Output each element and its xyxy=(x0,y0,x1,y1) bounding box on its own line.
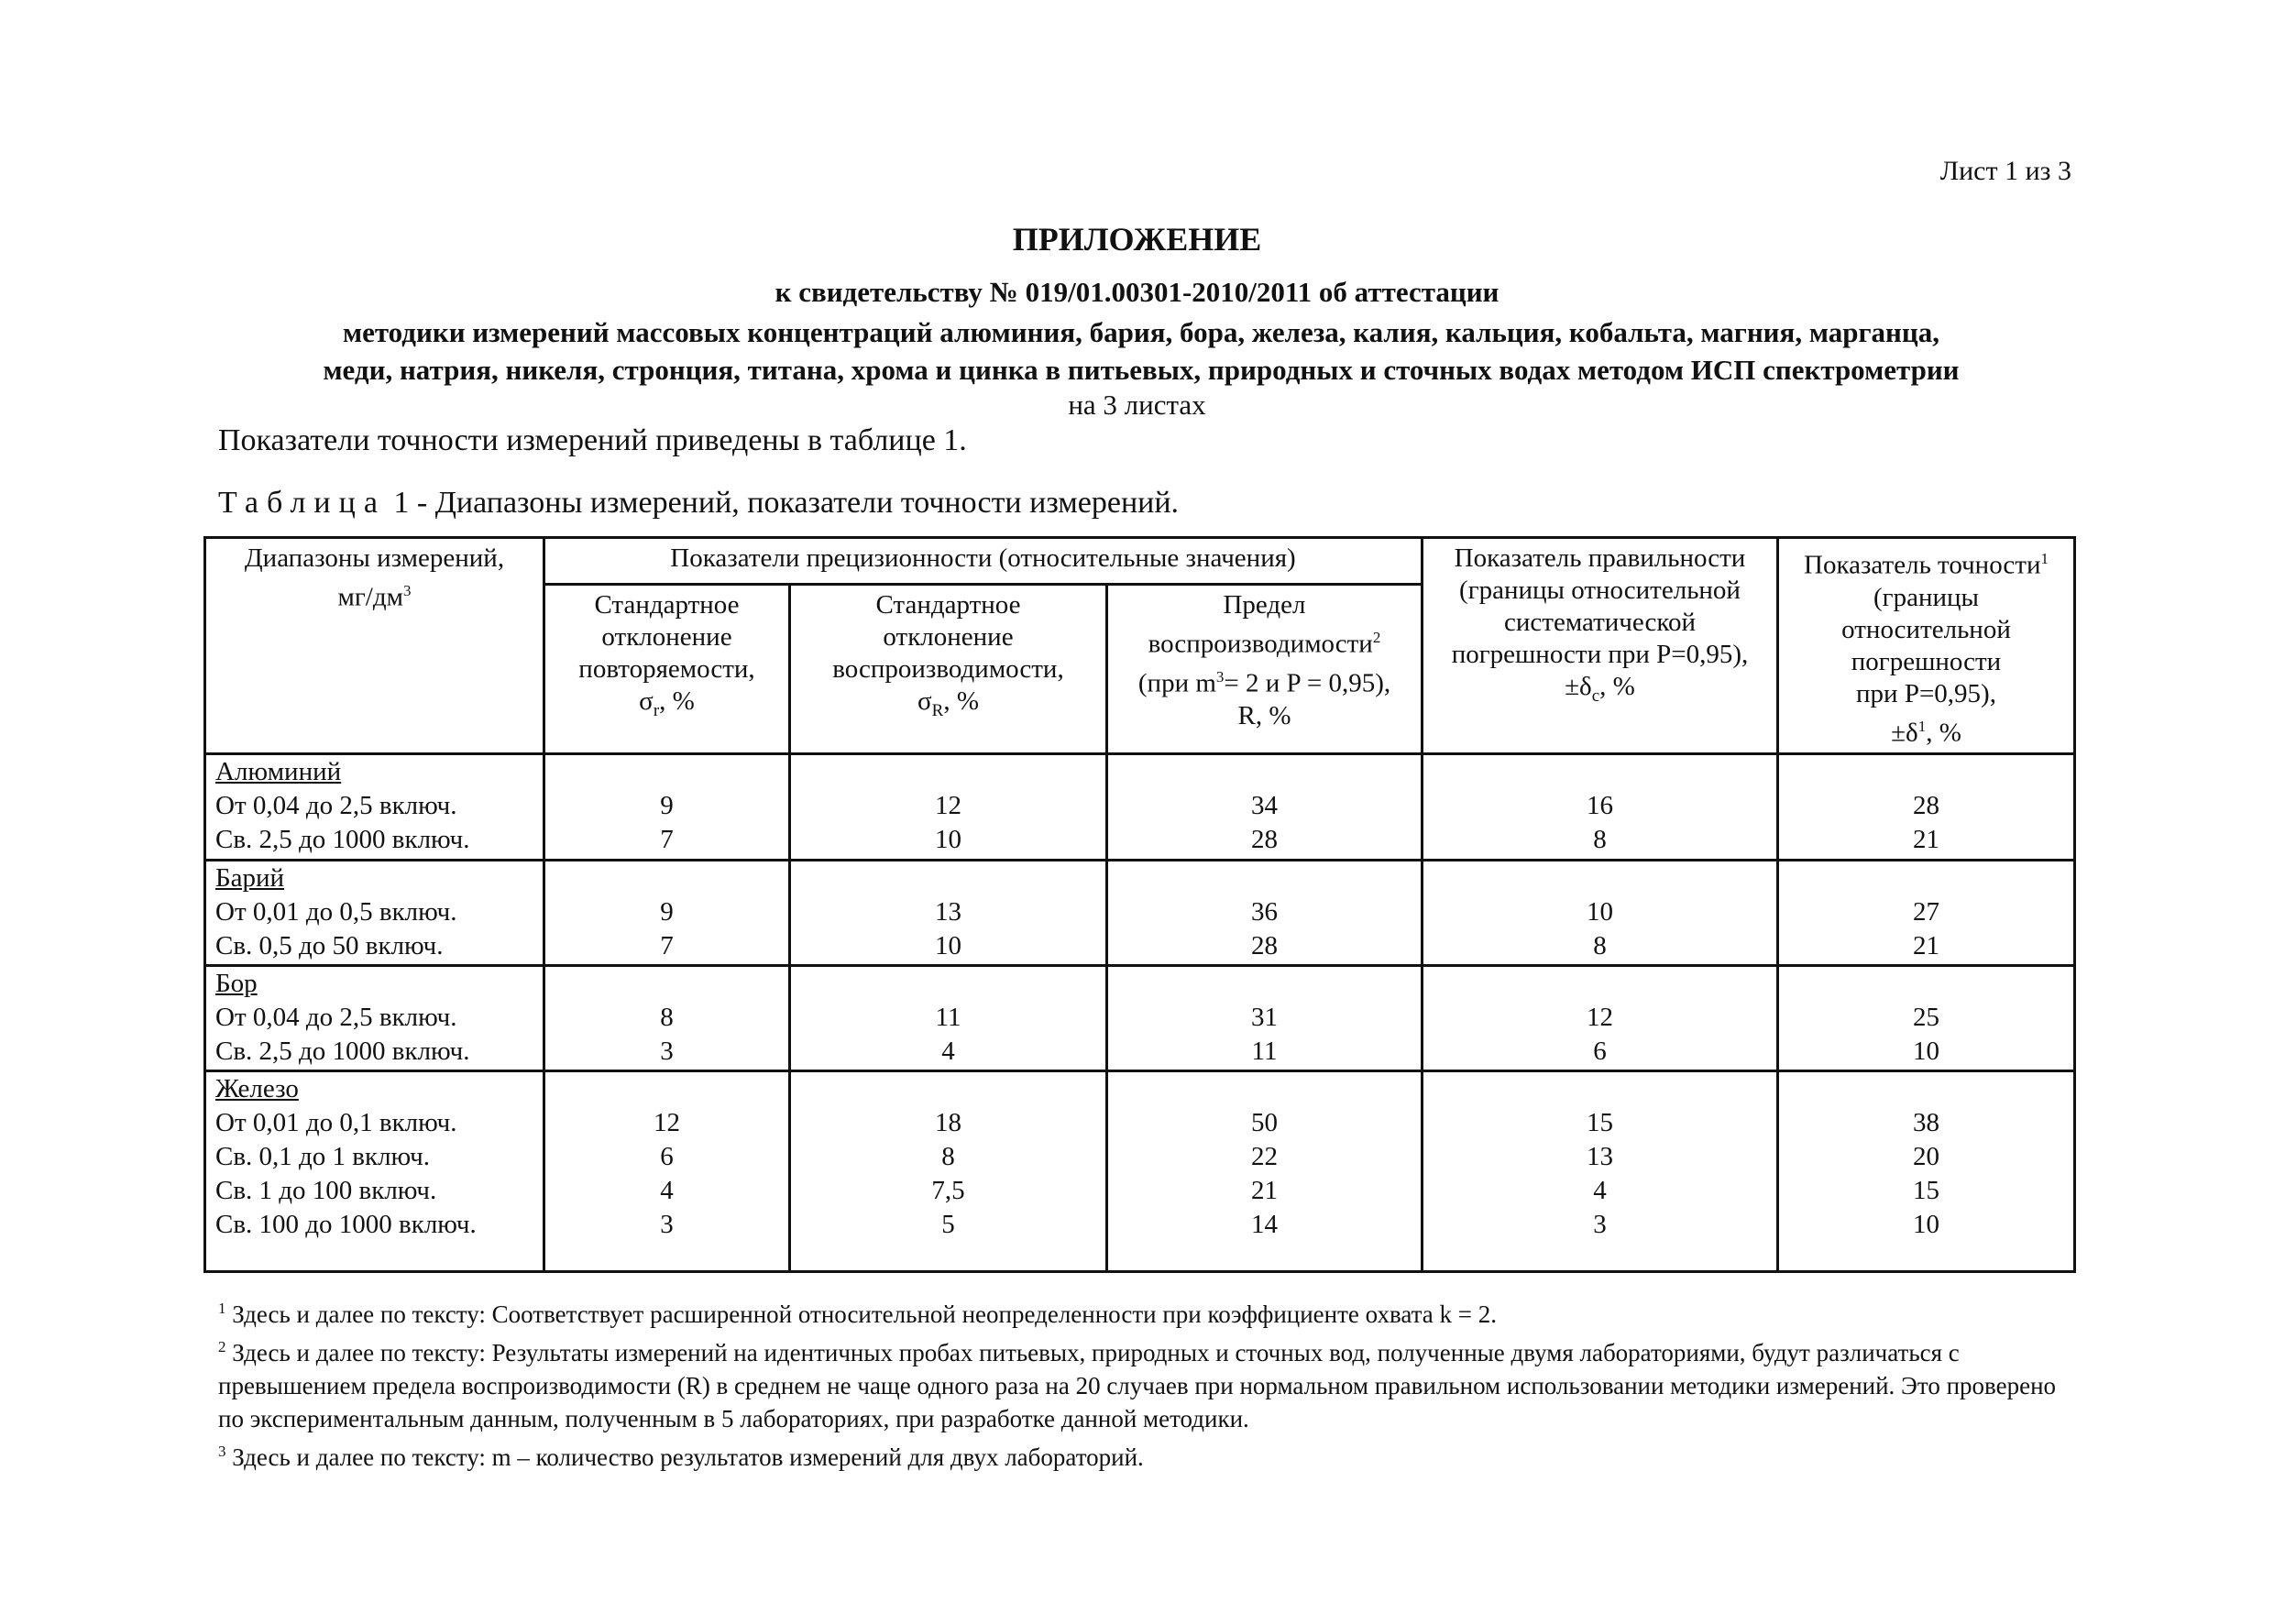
cell-value: 6 xyxy=(1593,1037,1607,1067)
value-cell-sr xyxy=(544,860,790,965)
value-cell-sR xyxy=(790,1071,1107,1272)
cell-value: 15 xyxy=(1587,1108,1613,1138)
table-row-group xyxy=(205,754,2075,860)
value-cell-dc xyxy=(1423,1071,1778,1272)
cell-value: 10 xyxy=(935,825,961,855)
sheet-number: Лист 1 из 3 xyxy=(1939,156,2071,186)
intro-text: Показатели точности измерений приведены в таблице 1. xyxy=(218,423,967,457)
value-cell-d xyxy=(1778,860,2075,965)
value-cell-sr xyxy=(544,966,790,1071)
header-ranges: Диапазоны измерений, $мг/дм^3$ xyxy=(205,538,544,754)
header-precision-group: Показатели прецизионности (относительные значения) xyxy=(544,538,1423,585)
cell-value: 3 xyxy=(660,1210,674,1240)
cell-value: 10 xyxy=(935,930,961,960)
cell-value: 9 xyxy=(660,896,674,927)
cell-value: 11 xyxy=(935,1003,961,1033)
value-cell-sr xyxy=(544,754,790,860)
cell-value: 4 xyxy=(1593,1176,1607,1206)
table-row-group xyxy=(205,1071,2075,1272)
document-title: ПРИЛОЖЕНИЕ xyxy=(1012,221,1262,258)
range-value: Св. 2,5 до 1000 включ. xyxy=(215,1037,470,1067)
cell-value: 4 xyxy=(660,1176,674,1206)
cell-value: 34 xyxy=(1251,791,1278,821)
caption-text: 1 - Диапазоны измерений, показатели точности измерений. xyxy=(385,486,1180,520)
range-value: От 0,01 до 0,5 включ. xyxy=(215,896,457,927)
method-line-2: меди, натрия, никеля, стронция, титана, хрома и цинка в питьевых, природных и сточных водах методом ИСП спектрометрии xyxy=(323,354,1960,386)
footnote-text: Здесь и далее по тексту: Результаты измерений на идентичных пробах питьевых, природных и сточных вод, полученные двумя лабораториями, будут различаться с превышением предела воспроизводимости (R) в среднем не чаще одного раза на 20 случаев при нормальном правильном использовании методики измерений. Это проверено по экспериментальным данным, полученным в 5 лабораториях, при разработке данной методики. xyxy=(218,1339,2057,1432)
range-cell xyxy=(205,860,544,965)
cell-value: 3 xyxy=(1593,1210,1607,1240)
range-value: Св. 2,5 до 1000 включ. xyxy=(215,825,470,855)
cell-value: 22 xyxy=(1251,1142,1278,1172)
header-accuracy: Показатель точности$^1$ (границы относительной погрешности при P=0,95), $\pm\delta^1$, % xyxy=(1778,538,2075,754)
header-trueness: Показатель правильности (границы относительной систематической погрешности при P=0,95), $\pm\delta_c$, % xyxy=(1423,538,1778,754)
footnote-1 xyxy=(218,1292,2070,1331)
footnote-mark: 3 xyxy=(218,1443,226,1460)
cell-value: 8 xyxy=(660,1003,674,1033)
header-repeatability: Стандартное отклонение повторяемости, $\sigma_r$, % xyxy=(544,585,790,754)
header-reproducibility-limit: Предел воспроизводимости$^2$ (при $m^3= 2$ и P = 0,95), R, % xyxy=(1107,585,1423,754)
cell-value: 4 xyxy=(941,1037,955,1067)
certificate-line: к свидетельству № 019/01.00301-2010/2011 об аттестации xyxy=(774,276,1500,308)
cell-value: 25 xyxy=(1913,1003,1939,1033)
table-caption xyxy=(218,486,1179,521)
value-cell-sr xyxy=(544,1071,790,1272)
cell-value: 12 xyxy=(935,791,961,821)
cell-value: 13 xyxy=(935,896,961,927)
range-cell xyxy=(205,1071,544,1272)
cell-value: 9 xyxy=(660,791,674,821)
cell-value: 16 xyxy=(1587,791,1613,821)
cell-value: 7,5 xyxy=(931,1176,965,1206)
cell-value: 50 xyxy=(1251,1108,1278,1138)
cell-value: 20 xyxy=(1913,1142,1939,1172)
cell-value: 21 xyxy=(1251,1176,1278,1206)
element-name: Барий xyxy=(215,862,285,893)
cell-value: 18 xyxy=(935,1108,961,1138)
cell-value: 8 xyxy=(941,1142,955,1172)
caption-word: Таблица xyxy=(218,486,386,520)
footnote-3 xyxy=(218,1435,2070,1474)
cell-value: 6 xyxy=(660,1142,674,1172)
footnote-text: Здесь и далее по тексту: m – количество результатов измерений для двух лабораторий. xyxy=(225,1443,1144,1471)
footnote-text: Здесь и далее по тексту: Соответствует расширенной относительной неопределенности при коэффициенте охвата k = 2. xyxy=(225,1300,1497,1328)
cell-value: 28 xyxy=(1913,791,1939,821)
cell-value: 28 xyxy=(1251,930,1278,960)
value-cell-R xyxy=(1107,860,1423,965)
cell-value: 12 xyxy=(654,1108,680,1138)
value-cell-d xyxy=(1778,754,2075,860)
cell-value: 10 xyxy=(1587,896,1613,927)
range-value: От 0,01 до 0,1 включ. xyxy=(215,1108,457,1138)
value-cell-sR xyxy=(790,966,1107,1071)
cell-value: 27 xyxy=(1913,896,1939,927)
cell-value: 21 xyxy=(1913,930,1939,960)
element-name: Железо xyxy=(215,1074,299,1104)
cell-value: 8 xyxy=(1593,825,1607,855)
method-title xyxy=(147,313,2136,389)
cell-value: 12 xyxy=(1587,1003,1613,1033)
cell-value: 7 xyxy=(660,930,674,960)
footnote-mark: 1 xyxy=(218,1300,226,1317)
range-cell xyxy=(205,754,544,860)
method-line-1: методики измерений массовых концентраций алюминия, бария, бора, железа, калия, кальция, кобальта, магния, марганца, xyxy=(342,316,1940,348)
cell-value: 3 xyxy=(660,1037,674,1067)
footnote-2 xyxy=(218,1331,2070,1435)
cell-value: 36 xyxy=(1251,896,1278,927)
value-cell-sR xyxy=(790,754,1107,860)
range-value: Св. 1 до 100 включ. xyxy=(215,1176,437,1206)
value-cell-R xyxy=(1107,1071,1423,1272)
cell-value: 38 xyxy=(1913,1108,1939,1138)
table-body xyxy=(205,754,2075,1272)
range-value: От 0,04 до 2,5 включ. xyxy=(215,791,457,821)
cell-value: 28 xyxy=(1251,825,1278,855)
range-value: Св. 100 до 1000 включ. xyxy=(215,1210,477,1240)
cell-value: 10 xyxy=(1913,1210,1939,1240)
cell-value: 15 xyxy=(1913,1176,1939,1206)
cell-value: 5 xyxy=(941,1210,955,1240)
value-cell-R xyxy=(1107,754,1423,860)
range-value: Св. 0,5 до 50 включ. xyxy=(215,930,444,960)
element-name: Алюминий xyxy=(215,757,342,787)
value-cell-sR xyxy=(790,860,1107,965)
sheets-count: на 3 листах xyxy=(1068,389,1206,421)
value-cell-R xyxy=(1107,966,1423,1071)
footnotes xyxy=(218,1292,2070,1474)
range-cell xyxy=(205,966,544,1071)
cell-value: 21 xyxy=(1913,825,1939,855)
cell-value: 10 xyxy=(1913,1037,1939,1067)
accuracy-table xyxy=(203,536,2076,1273)
value-cell-d xyxy=(1778,966,2075,1071)
table-row-group xyxy=(205,860,2075,965)
cell-value: 13 xyxy=(1587,1142,1613,1172)
header-reproducibility: Стандартное отклонение воспроизводимости, $\sigma_R$, % xyxy=(790,585,1107,754)
value-cell-d xyxy=(1778,1071,2075,1272)
range-value: Св. 0,1 до 1 включ. xyxy=(215,1142,430,1172)
element-name: Бор xyxy=(215,969,258,999)
footnote-mark: 2 xyxy=(218,1338,226,1355)
value-cell-dc xyxy=(1423,860,1778,965)
value-cell-dc xyxy=(1423,966,1778,1071)
range-value: От 0,04 до 2,5 включ. xyxy=(215,1003,457,1033)
cell-value: 11 xyxy=(1251,1037,1278,1067)
cell-value: 7 xyxy=(660,825,674,855)
cell-value: 14 xyxy=(1251,1210,1278,1240)
value-cell-dc xyxy=(1423,754,1778,860)
table-row-group xyxy=(205,966,2075,1071)
cell-value: 31 xyxy=(1251,1003,1278,1033)
cell-value: 8 xyxy=(1593,930,1607,960)
